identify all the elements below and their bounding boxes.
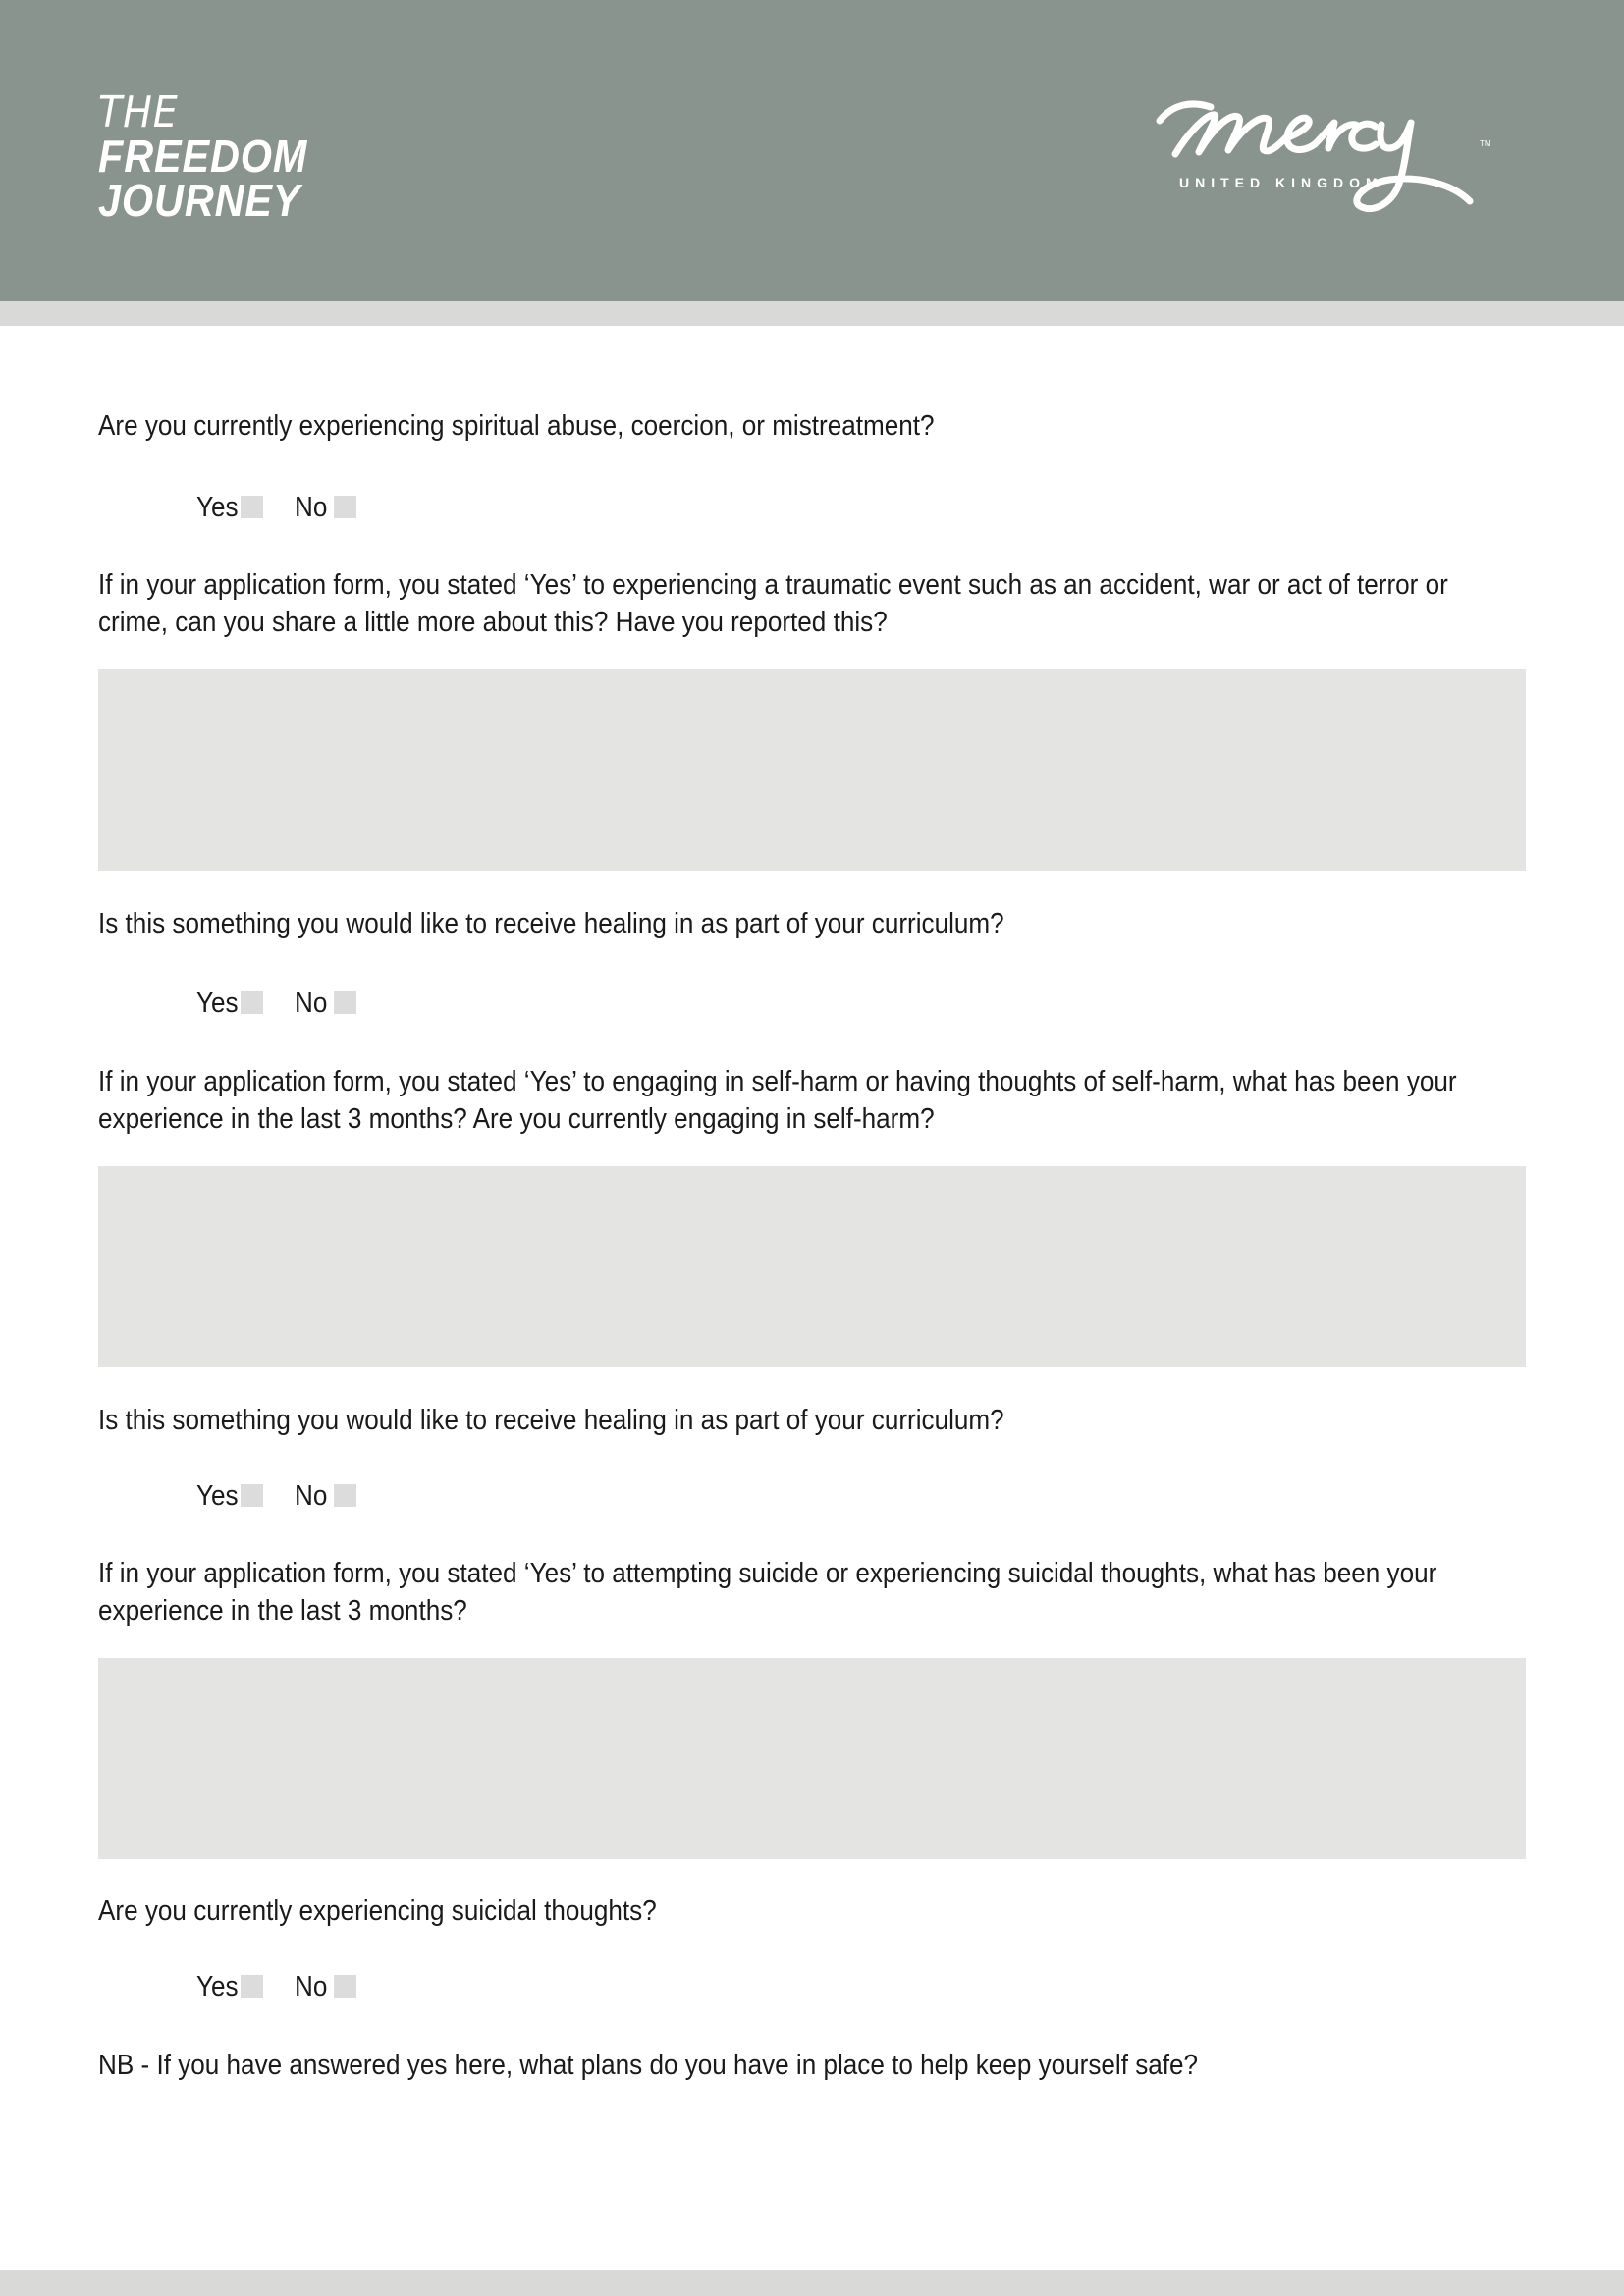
prompt-text: NB - If you have answered yes here, what plans do you have in place to help keep yourself safe? — [98, 2050, 1199, 2081]
title-journey: JOURNEY — [98, 175, 301, 226]
question-traumatic-event — [98, 566, 1448, 641]
svg-text:TM: TM — [1480, 139, 1491, 148]
yes-checkbox[interactable] — [241, 991, 263, 1014]
question-suicide — [98, 1555, 1437, 1629]
suicide-answer-field[interactable] — [98, 1658, 1526, 1859]
yes-checkbox[interactable] — [241, 1975, 263, 1998]
question-text: Is this something you would like to receive healing in as part of your curriculum? — [98, 908, 1004, 939]
question-spiritual-abuse — [98, 407, 1388, 445]
traumatic-event-answer-field[interactable] — [98, 669, 1526, 871]
no-checkbox[interactable] — [334, 1484, 356, 1507]
no-label: No — [295, 492, 328, 523]
question-text-line-2: experience in the last 3 months? Are you currently engaging in self-harm? — [98, 1103, 935, 1135]
safety-plan-prompt — [98, 2047, 1388, 2084]
question-text: Are you currently experiencing spiritual abuse, coercion, or mistreatment? — [98, 410, 935, 442]
title-freedom: FREEDOM — [98, 131, 308, 182]
question-text-line-2: experience in the last 3 months? — [98, 1595, 467, 1627]
question-text: Are you currently experiencing suicidal thoughts? — [98, 1896, 657, 1927]
no-checkbox[interactable] — [334, 991, 356, 1014]
self-harm-answer-field[interactable] — [98, 1166, 1526, 1367]
question-self-harm — [98, 1063, 1457, 1138]
logo-subtitle: UNITED KINGDOM — [1179, 175, 1383, 190]
question-text-line-2: crime, can you share a little more about this? Have you reported this? — [98, 607, 888, 638]
yes-checkbox[interactable] — [241, 1484, 263, 1507]
yes-label: Yes — [196, 988, 239, 1019]
yes-label: Yes — [196, 1971, 239, 2002]
question-text-line-1: If in your application form, you stated ‘Yes’ to experiencing a traumatic event such as an accident, war or act of terror or — [98, 569, 1448, 601]
page-header — [0, 0, 1624, 301]
yes-label: Yes — [196, 1480, 239, 1512]
question-text-line-1: If in your application form, you stated ‘Yes’ to engaging in self-harm or having thoughts of self-harm, what has been your — [98, 1066, 1457, 1097]
yes-checkbox[interactable] — [241, 496, 263, 518]
no-checkbox[interactable] — [334, 496, 356, 518]
question-text: Is this something you would like to receive healing in as part of your curriculum? — [98, 1405, 1004, 1436]
question-suicidal-thoughts-current — [98, 1893, 1388, 1930]
question-traumatic-event-healing — [98, 905, 1388, 942]
no-label: No — [295, 988, 328, 1019]
footer-stripe — [0, 2270, 1624, 2296]
header-divider-stripe — [0, 301, 1624, 326]
no-checkbox[interactable] — [334, 1975, 356, 1998]
title-the: THE — [98, 87, 179, 137]
question-self-harm-healing — [98, 1402, 1388, 1439]
no-label: No — [295, 1480, 328, 1512]
mercy-logo-icon — [1154, 93, 1532, 231]
question-text-line-1: If in your application form, you stated ‘Yes’ to attempting suicide or experiencing suicidal thoughts, what has been your — [98, 1558, 1437, 1589]
freedom-journey-title — [98, 87, 308, 226]
no-label: No — [295, 1971, 328, 2002]
yes-label: Yes — [196, 492, 239, 523]
